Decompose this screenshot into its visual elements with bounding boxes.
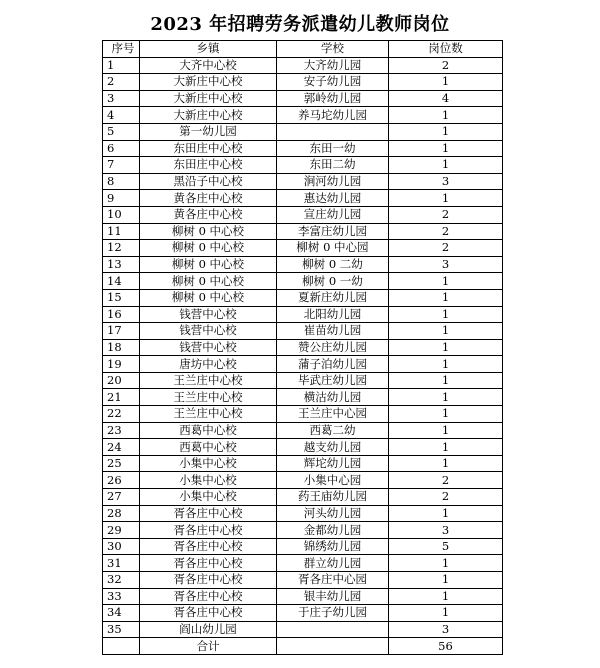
cell-count: 1 — [389, 455, 503, 472]
table-row — [103, 455, 503, 472]
cell-count: 1 — [389, 273, 503, 290]
cell-no: 32 — [103, 572, 140, 589]
cell-school: 银丰幼儿园 — [277, 588, 389, 605]
cell-count: 1 — [389, 555, 503, 572]
cell-school: 于庄子幼儿园 — [277, 605, 389, 622]
cell-school: 群立幼儿园 — [277, 555, 389, 572]
table-row — [103, 240, 503, 257]
cell-count: 1 — [389, 140, 503, 157]
cell-town: 胥各庄中心校 — [140, 538, 277, 555]
total-school-cell — [277, 638, 389, 655]
cell-school — [277, 123, 389, 140]
cell-school: 养马坨幼儿园 — [277, 107, 389, 124]
cell-town: 黑沿子中心校 — [140, 173, 277, 190]
table-row — [103, 74, 503, 91]
cell-town: 大新庄中心校 — [140, 74, 277, 91]
table-row — [103, 505, 503, 522]
cell-school: 金都幼儿园 — [277, 522, 389, 539]
table-row — [103, 422, 503, 439]
cell-town: 王兰庄中心校 — [140, 389, 277, 406]
cell-count: 2 — [389, 472, 503, 489]
cell-school: 东田一幼 — [277, 140, 389, 157]
cell-town: 黄各庄中心校 — [140, 190, 277, 207]
cell-town: 小集中心校 — [140, 489, 277, 506]
cell-town: 东田庄中心校 — [140, 157, 277, 174]
cell-town: 胥各庄中心校 — [140, 555, 277, 572]
cell-town: 柳树 0 中心校 — [140, 289, 277, 306]
cell-no: 5 — [103, 123, 140, 140]
table-row — [103, 605, 503, 622]
table-row — [103, 522, 503, 539]
cell-school: 涧河幼儿园 — [277, 173, 389, 190]
cell-school: 柳树 0 中心园 — [277, 240, 389, 257]
cell-no: 30 — [103, 538, 140, 555]
cell-town: 胥各庄中心校 — [140, 505, 277, 522]
table-row — [103, 489, 503, 506]
cell-school: 河头幼儿园 — [277, 505, 389, 522]
cell-school: 柳树 0 二幼 — [277, 256, 389, 273]
cell-school: 北阳幼儿园 — [277, 306, 389, 323]
total-row — [103, 638, 503, 655]
cell-town: 胥各庄中心校 — [140, 605, 277, 622]
total-value: 56 — [389, 638, 503, 655]
table-row — [103, 273, 503, 290]
cell-school: 王兰庄中心园 — [277, 406, 389, 423]
cell-no: 24 — [103, 439, 140, 456]
cell-no: 33 — [103, 588, 140, 605]
cell-no: 6 — [103, 140, 140, 157]
table-row — [103, 173, 503, 190]
table-row — [103, 190, 503, 207]
cell-no: 9 — [103, 190, 140, 207]
table-row — [103, 90, 503, 107]
table-row — [103, 206, 503, 223]
cell-no: 29 — [103, 522, 140, 539]
table-row — [103, 140, 503, 157]
table-row — [103, 107, 503, 124]
table-row — [103, 472, 503, 489]
cell-town: 胥各庄中心校 — [140, 522, 277, 539]
table-row — [103, 57, 503, 74]
cell-town: 钱营中心校 — [140, 306, 277, 323]
cell-town: 小集中心校 — [140, 472, 277, 489]
cell-no: 14 — [103, 273, 140, 290]
cell-no: 28 — [103, 505, 140, 522]
cell-no: 17 — [103, 323, 140, 340]
cell-town: 王兰庄中心校 — [140, 406, 277, 423]
cell-count: 1 — [389, 389, 503, 406]
cell-count: 3 — [389, 522, 503, 539]
cell-school: 宣庄幼儿园 — [277, 206, 389, 223]
cell-count: 1 — [389, 572, 503, 589]
cell-school: 毕武庄幼儿园 — [277, 372, 389, 389]
cell-town: 唐坊中心校 — [140, 356, 277, 373]
cell-town: 西葛中心校 — [140, 439, 277, 456]
cell-no: 35 — [103, 621, 140, 638]
cell-no: 27 — [103, 489, 140, 506]
cell-school: 夏新庄幼儿园 — [277, 289, 389, 306]
cell-count: 2 — [389, 206, 503, 223]
cell-no: 3 — [103, 90, 140, 107]
table-row — [103, 256, 503, 273]
table-row — [103, 406, 503, 423]
cell-no: 31 — [103, 555, 140, 572]
cell-count: 3 — [389, 621, 503, 638]
cell-town: 黄各庄中心校 — [140, 206, 277, 223]
table-row — [103, 306, 503, 323]
cell-count: 3 — [389, 173, 503, 190]
cell-count: 1 — [389, 289, 503, 306]
cell-town: 胥各庄中心校 — [140, 588, 277, 605]
cell-town: 柳树 0 中心校 — [140, 240, 277, 257]
cell-no: 23 — [103, 422, 140, 439]
table-row — [103, 572, 503, 589]
cell-school: 郭岭幼儿园 — [277, 90, 389, 107]
cell-town: 阎山幼儿园 — [140, 621, 277, 638]
table-row — [103, 538, 503, 555]
cell-town: 钱营中心校 — [140, 323, 277, 340]
cell-school — [277, 621, 389, 638]
cell-school: 蒲子泊幼儿园 — [277, 356, 389, 373]
cell-no: 26 — [103, 472, 140, 489]
cell-town: 大新庄中心校 — [140, 90, 277, 107]
cell-town: 柳树 0 中心校 — [140, 273, 277, 290]
table-row — [103, 323, 503, 340]
table-row — [103, 389, 503, 406]
cell-school: 辉坨幼儿园 — [277, 455, 389, 472]
cell-no: 15 — [103, 289, 140, 306]
cell-count: 1 — [389, 406, 503, 423]
cell-count: 1 — [389, 306, 503, 323]
table-row — [103, 223, 503, 240]
cell-no: 34 — [103, 605, 140, 622]
cell-no: 20 — [103, 372, 140, 389]
cell-no: 10 — [103, 206, 140, 223]
cell-no: 7 — [103, 157, 140, 174]
cell-count: 1 — [389, 157, 503, 174]
cell-count: 1 — [389, 422, 503, 439]
header-town: 乡镇 — [140, 41, 277, 58]
cell-school: 赞公庄幼儿园 — [277, 339, 389, 356]
cell-town: 西葛中心校 — [140, 422, 277, 439]
header-row — [103, 41, 503, 58]
cell-count: 1 — [389, 74, 503, 91]
table-row — [103, 588, 503, 605]
cell-school: 大齐幼儿园 — [277, 57, 389, 74]
positions-table — [102, 40, 503, 655]
cell-count: 2 — [389, 240, 503, 257]
cell-no: 21 — [103, 389, 140, 406]
cell-town: 钱营中心校 — [140, 339, 277, 356]
cell-no: 25 — [103, 455, 140, 472]
cell-town: 小集中心校 — [140, 455, 277, 472]
total-label: 合计 — [140, 638, 277, 655]
cell-no: 2 — [103, 74, 140, 91]
header-no: 序号 — [103, 41, 140, 58]
cell-count: 1 — [389, 323, 503, 340]
cell-count: 1 — [389, 505, 503, 522]
cell-no: 11 — [103, 223, 140, 240]
cell-town: 东田庄中心校 — [140, 140, 277, 157]
cell-no: 13 — [103, 256, 140, 273]
cell-town: 第一幼儿园 — [140, 123, 277, 140]
cell-count: 1 — [389, 190, 503, 207]
cell-school: 药王庙幼儿园 — [277, 489, 389, 506]
table-row — [103, 555, 503, 572]
table-row — [103, 439, 503, 456]
cell-town: 王兰庄中心校 — [140, 372, 277, 389]
cell-town: 柳树 0 中心校 — [140, 223, 277, 240]
cell-school: 胥各庄中心园 — [277, 572, 389, 589]
cell-no: 1 — [103, 57, 140, 74]
cell-town: 大齐中心校 — [140, 57, 277, 74]
table-row — [103, 372, 503, 389]
cell-no: 8 — [103, 173, 140, 190]
cell-school: 柳树 0 一幼 — [277, 273, 389, 290]
cell-count: 1 — [389, 588, 503, 605]
table-row — [103, 157, 503, 174]
cell-count: 1 — [389, 439, 503, 456]
cell-no: 12 — [103, 240, 140, 257]
cell-school: 小集中心园 — [277, 472, 389, 489]
header-count: 岗位数 — [389, 41, 503, 58]
table-body — [103, 57, 503, 638]
table-row — [103, 356, 503, 373]
cell-town: 胥各庄中心校 — [140, 572, 277, 589]
cell-no: 4 — [103, 107, 140, 124]
cell-count: 1 — [389, 372, 503, 389]
header-school: 学校 — [277, 41, 389, 58]
cell-count: 5 — [389, 538, 503, 555]
cell-no: 18 — [103, 339, 140, 356]
cell-no: 19 — [103, 356, 140, 373]
cell-count: 2 — [389, 489, 503, 506]
cell-town: 柳树 0 中心校 — [140, 256, 277, 273]
cell-school: 东田二幼 — [277, 157, 389, 174]
cell-count: 1 — [389, 339, 503, 356]
cell-school: 李富庄幼儿园 — [277, 223, 389, 240]
cell-school: 惠达幼儿园 — [277, 190, 389, 207]
cell-school: 安子幼儿园 — [277, 74, 389, 91]
cell-town: 大新庄中心校 — [140, 107, 277, 124]
cell-count: 3 — [389, 256, 503, 273]
cell-count: 1 — [389, 107, 503, 124]
table-row — [103, 123, 503, 140]
total-no-cell — [103, 638, 140, 655]
cell-count: 2 — [389, 57, 503, 74]
cell-no: 22 — [103, 406, 140, 423]
cell-school: 西葛二幼 — [277, 422, 389, 439]
table-row — [103, 289, 503, 306]
cell-count: 2 — [389, 223, 503, 240]
cell-count: 1 — [389, 356, 503, 373]
table-row — [103, 621, 503, 638]
cell-school: 锦绣幼儿园 — [277, 538, 389, 555]
cell-count: 4 — [389, 90, 503, 107]
cell-school: 越支幼儿园 — [277, 439, 389, 456]
cell-count: 1 — [389, 605, 503, 622]
cell-school: 崔苗幼儿园 — [277, 323, 389, 340]
cell-count: 1 — [389, 123, 503, 140]
cell-no: 16 — [103, 306, 140, 323]
page-title: 2023 年招聘劳务派遣幼儿教师岗位 — [150, 14, 450, 35]
table-row — [103, 339, 503, 356]
cell-school: 横沽幼儿园 — [277, 389, 389, 406]
